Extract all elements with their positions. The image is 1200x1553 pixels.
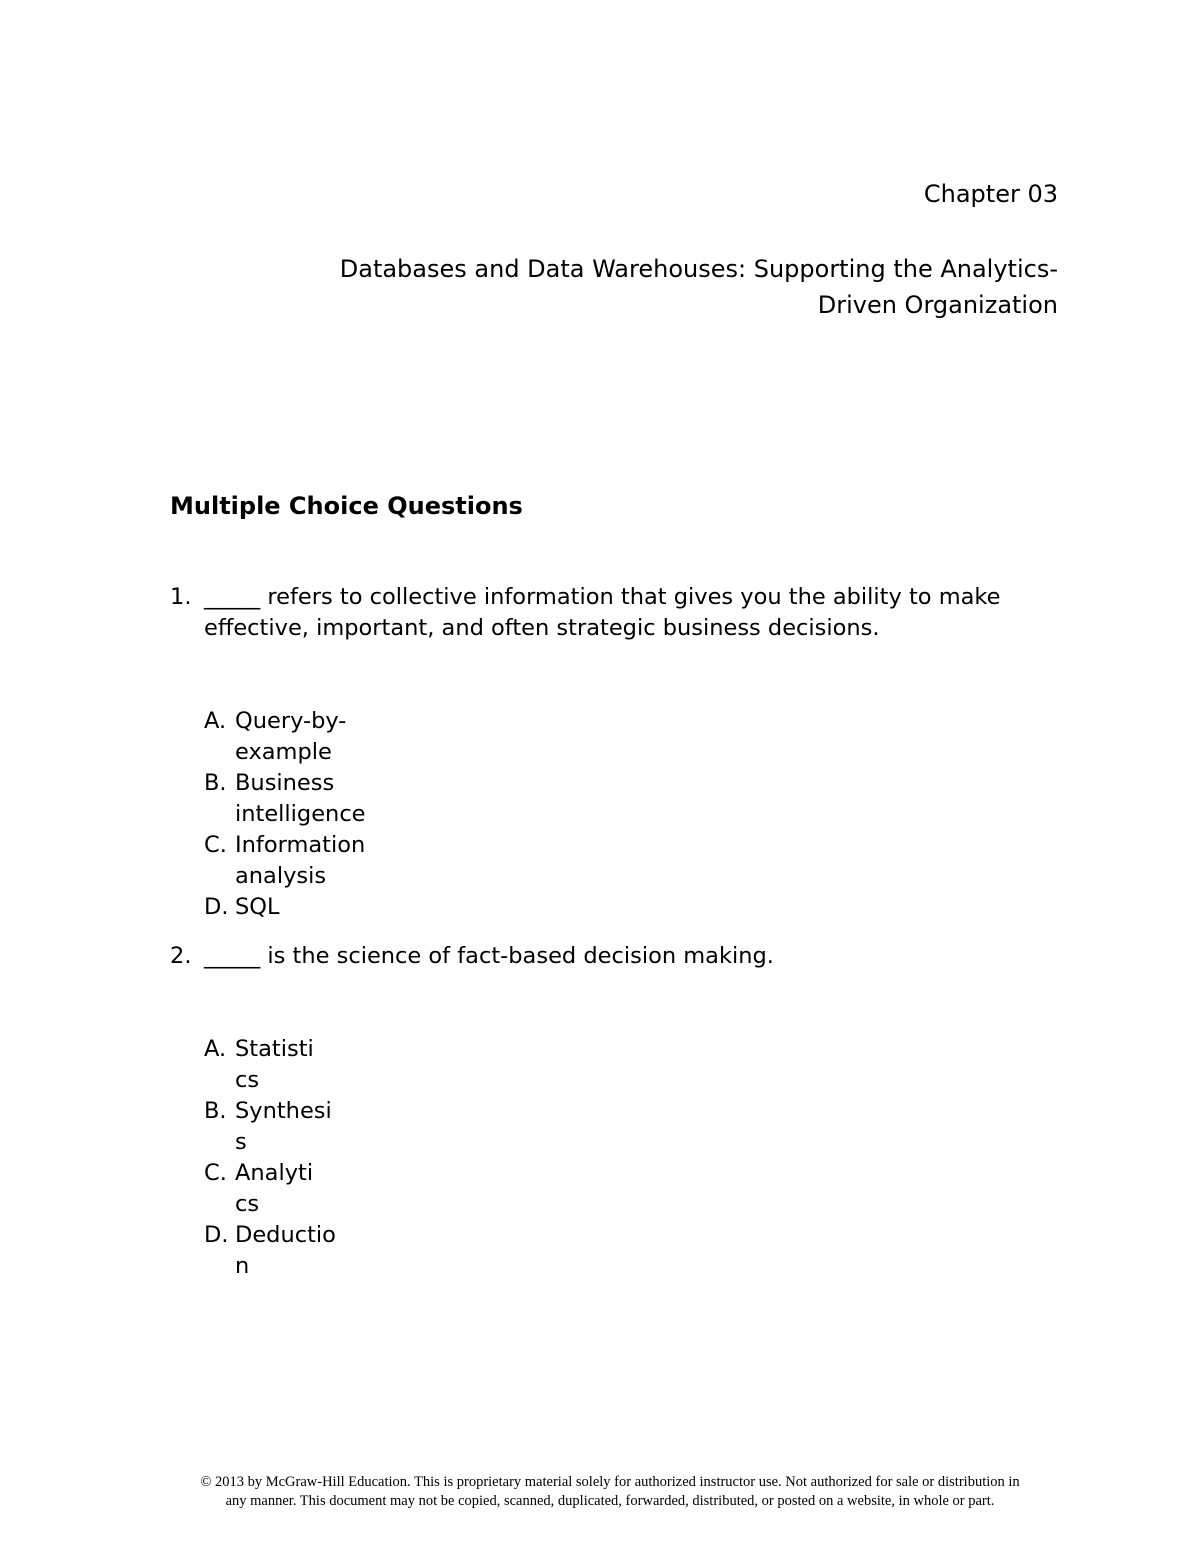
option-text-line: Information xyxy=(235,832,366,858)
option-letter: B. xyxy=(204,770,227,796)
option-text-line: n xyxy=(235,1253,250,1279)
option-text-line: Statisti xyxy=(235,1036,314,1062)
option-text xyxy=(235,706,366,768)
option-text-line: s xyxy=(235,1129,247,1155)
option-text xyxy=(235,1220,336,1282)
copyright-footer xyxy=(150,1473,1070,1511)
option-text-line: intelligence xyxy=(235,801,366,827)
option-text-line: Synthesi xyxy=(235,1098,332,1124)
question-text xyxy=(204,941,1070,972)
option-letter: B. xyxy=(204,1098,227,1124)
question-text-line: effective, important, and often strategic business decisions. xyxy=(204,615,880,641)
option-letter: A. xyxy=(204,1036,227,1062)
question-text xyxy=(204,582,1070,644)
chapter-label: Chapter 03 xyxy=(923,180,1058,208)
option-text-line: cs xyxy=(235,1191,260,1217)
section-heading: Multiple Choice Questions xyxy=(170,492,523,520)
chapter-title xyxy=(198,251,1058,323)
option-d xyxy=(204,892,366,923)
option-letter: C. xyxy=(204,1160,227,1186)
option-letter: D. xyxy=(204,1222,229,1248)
question-text-line: _____ refers to collective information that gives you the ability to make xyxy=(204,584,1001,610)
option-text-line: Query-by- xyxy=(235,708,347,734)
option-letter: A. xyxy=(204,708,227,734)
question-1-options xyxy=(204,706,366,923)
option-text-line: analysis xyxy=(235,863,327,889)
option-text-line: SQL xyxy=(235,894,280,920)
option-b xyxy=(204,768,366,830)
option-a xyxy=(204,706,366,768)
footer-line: any manner. This document may not be copied, scanned, duplicated, forwarded, distributed, or posted on a website, in whole or part. xyxy=(225,1493,995,1509)
option-letter: D. xyxy=(204,894,229,920)
question-1 xyxy=(170,582,1070,644)
question-2 xyxy=(170,941,1070,972)
option-a xyxy=(204,1034,336,1096)
question-2-options xyxy=(204,1034,336,1282)
option-c xyxy=(204,830,366,892)
chapter-title-line: Driven Organization xyxy=(817,291,1058,319)
option-text-line: Deductio xyxy=(235,1222,336,1248)
option-text xyxy=(235,892,366,923)
option-text xyxy=(235,1158,336,1220)
footer-line: © 2013 by McGraw-Hill Education. This is proprietary material solely for authorized instructor use. Not authorized for sale or distribution in xyxy=(200,1474,1020,1490)
option-text xyxy=(235,1096,336,1158)
option-text-line: Analyti xyxy=(235,1160,314,1186)
option-text-line: Business xyxy=(235,770,335,796)
option-c xyxy=(204,1158,336,1220)
option-letter: C. xyxy=(204,832,227,858)
question-number: 1. xyxy=(170,584,192,610)
chapter-title-line: Databases and Data Warehouses: Supporting the Analytics- xyxy=(339,255,1058,283)
option-text xyxy=(235,768,366,830)
option-b xyxy=(204,1096,336,1158)
option-d xyxy=(204,1220,336,1282)
option-text xyxy=(235,830,366,892)
question-number: 2. xyxy=(170,943,192,969)
option-text xyxy=(235,1034,336,1096)
option-text-line: example xyxy=(235,739,332,765)
option-text-line: cs xyxy=(235,1067,260,1093)
question-text-line: _____ is the science of fact-based decision making. xyxy=(204,943,774,969)
